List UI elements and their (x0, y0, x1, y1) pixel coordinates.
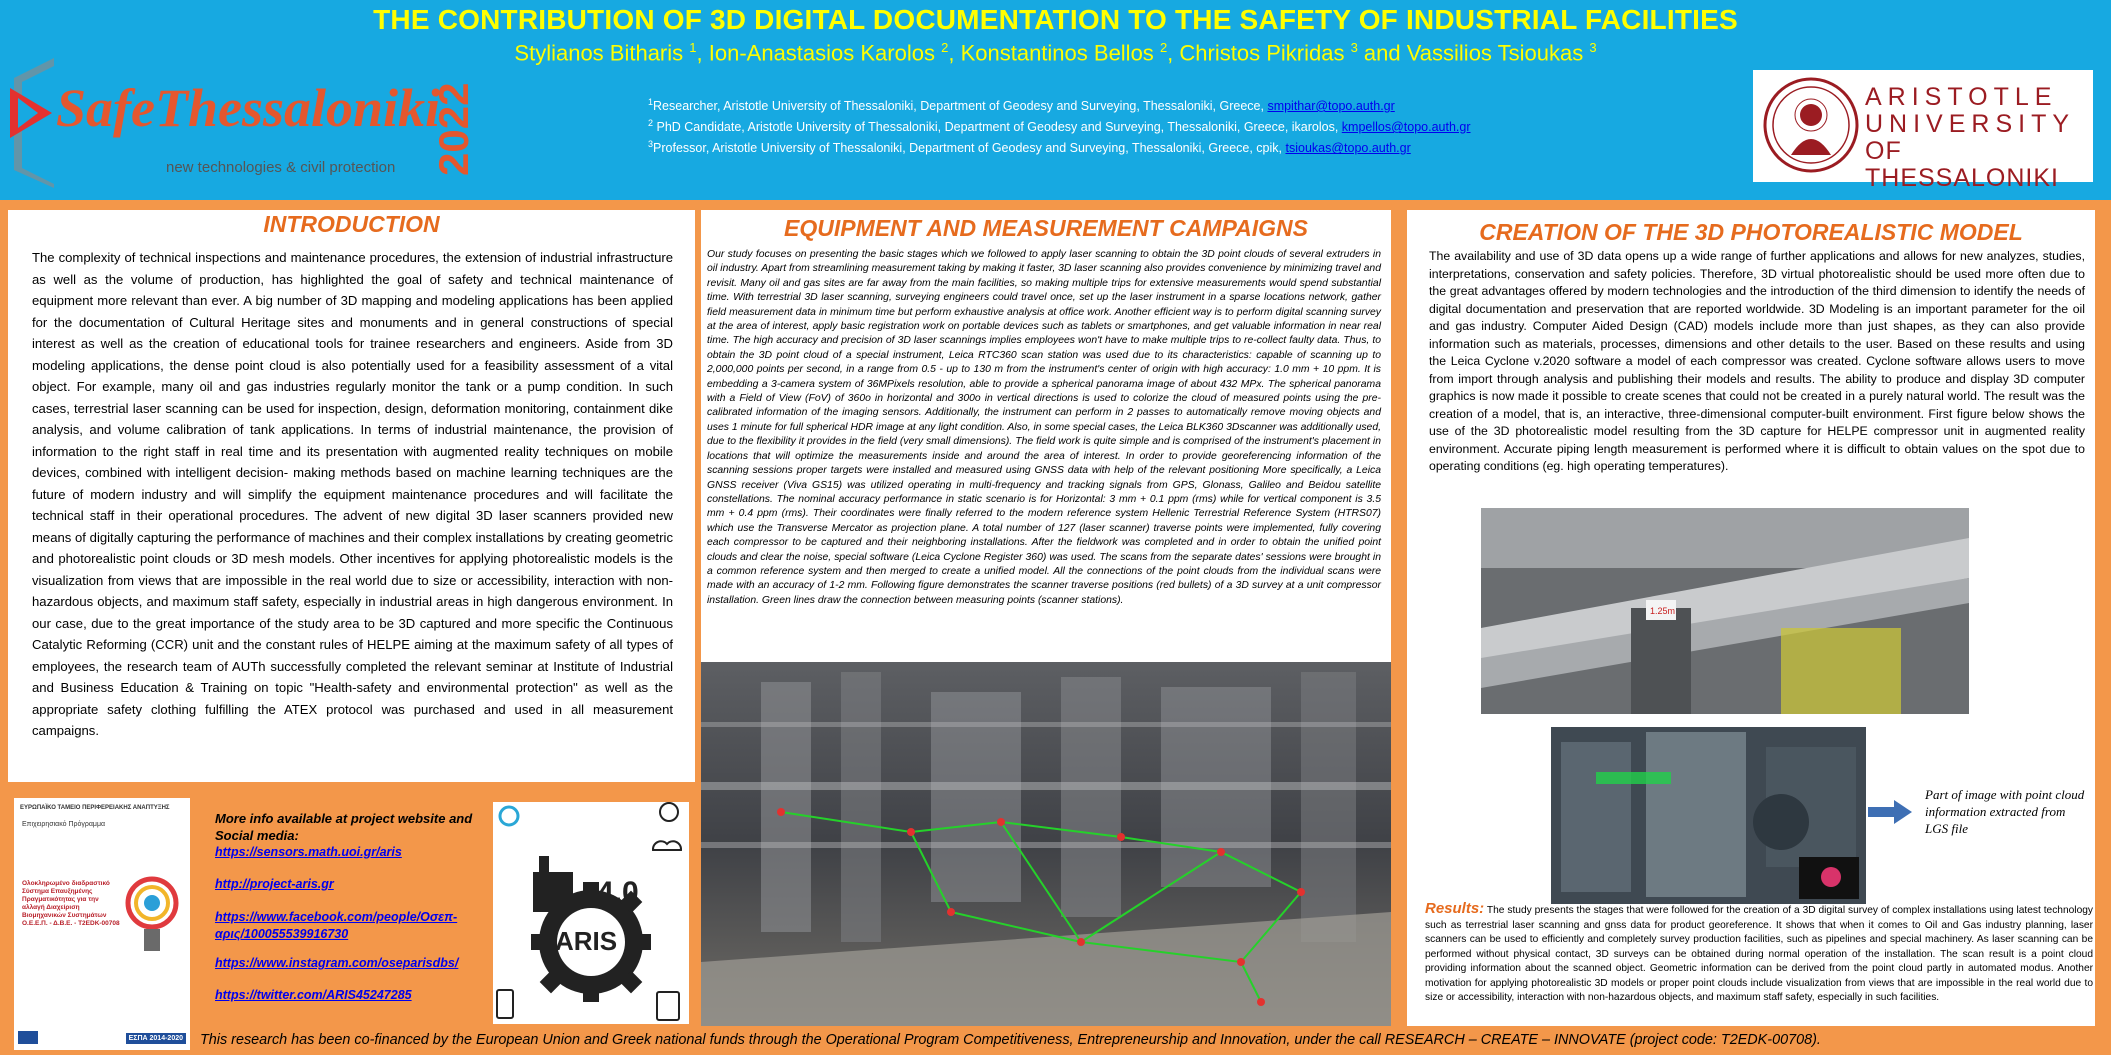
model-title: CREATION OF THE 3D PHOTOREALISTIC MODEL (1479, 219, 2023, 245)
aris-name: ARIS (555, 926, 618, 956)
scanner-station-marker (1257, 998, 1265, 1006)
results-text: The study presents the stages that were followed for the creation of a 3D digital survey of complex installations using latest technology such as terrestrial laser scanning and gnss data for product georeference. It shows that when it comes to Oil and Gas industry planning, laser scanners can be used to efficiently and completely survey production facilities, such as pipelines and special machinery. As laser scanning can be performed without physical contact, 3D surveys can be obtained during normal operation of the installation. The scan result is a point cloud providing information about the scanned object. Geometric information can be derived from the point cloud partly in automated modus. Another motivation for applying photorealistic 3D models or proper point clouds include visualization from views that are impossible in the real world due to size or accessibility, interaction with non-hazardous objects, and maximum staff safety, especially in such facilities. (1425, 905, 2093, 1003)
introduction-panel (8, 210, 695, 782)
safe-thessaloniki-year: 2022 (430, 82, 477, 176)
affiliation-text: Researcher, Aristotle University of Thessaloniki, Department of Geodesy and Surveying, Thessaloniki, Greece, (653, 99, 1268, 114)
scanner-station-marker (1297, 888, 1305, 896)
poster-title: THE CONTRIBUTION OF 3D DIGITAL DOCUMENTATION TO THE SAFETY OF INDUSTRIAL FACILITIES (373, 4, 1738, 35)
author-separator: , (948, 40, 961, 66)
arrow-right-icon (1868, 800, 1912, 824)
ar-pipe-photo (1481, 508, 1969, 714)
author-name: Vassilios Tsioukas (1406, 40, 1584, 66)
aris-logo (493, 802, 689, 1024)
introduction-text: The complexity of technical inspections and maintenance procedures, the extension of industrial infrastructure as well as the volume of production, has highlighted the goal of safety and technical maintenance of equipment more relevant than ever. A big number of 3D mapping and modeling applications has been applied for the documentation of Cultural Heritage sites and monuments and in general constructions of special interest as well as the creation of educational tools for trainee researchers and engineers. Aside from 3D modeling applications, the dense point cloud is also potentially used for a feasibility assessment of a vital object. For example, many oil and gas industries regularly monitor the tank or a pump condition. In such cases, terrestrial laser scanning can be used for inspection, design, deformation monitoring, containment dike analysis, and volume calibration of tank applications. In terms of industrial maintenance, the provision of information to the right staff in real time and its presentation with augmented reality techniques on mobile devices, combined with intelligent decision- making methods based on machine learning techniques are the future of modern industry and will simplify the equipment maintenance procedures and will facilitate the technical staff in their operational procedures. The advent of new digital 3D laser scanners provided new means of digitally capturing the performance of machines and their complex installations by creating geometric and photorealistic point clouds or 3D mesh models. Other incentives for applying photorealistic models is the visualization from views that are impossible in the real world due to size or accessibility, interaction with non-hazardous objects, and maximum staff safety, especially in industrial areas in high dangerous environment. In our case, due to the great importance of the study area to be 3D captured and more specific the Continuous Catalytic Reforming (CCR) unit and the constant rules of HELPE aiming at the maximum safety of all types of employees, the research team of AUTh successfully completed the relevant seminar at Institute of Industrial and Business Education & Training on topic "Health-safety and environmental protection" as well as the appropriate safety clothing fulfilling the ATEX protocol was purchased and used in all measurement campaigns. (32, 250, 673, 738)
affiliation-email-link[interactable]: kmpellos@topo.auth.gr (1341, 120, 1471, 135)
lightbulb-icon (122, 873, 182, 973)
equipment-panel (701, 210, 1391, 662)
author-name: Stylianos Bitharis (514, 40, 684, 66)
link-instagram[interactable]: https://www.instagram.com/oseparisdbs/ (215, 956, 459, 970)
affiliation-row (648, 136, 1548, 157)
funding-footer: This research has been co-financed by the European Union and Greek national funds through the Operational Program Competitiveness, Entrepreneurship and Innovation, under the call RESEARCH – CREATE – INNOVATE (project code: T2EDK-00708). (200, 1032, 1821, 1048)
point-cloud-photo (1551, 727, 1866, 904)
auth-line-2: UNIVERSITY (1865, 110, 2076, 138)
leaflet-heading: ΕΥΡΩΠΑΪΚΟ ΤΑΜΕΙΟ ΠΕΡΙΦΕΡΕΙΑΚΗΣ ΑΝΑΠΤΥΞΗΣ (20, 805, 170, 811)
header-banner (0, 0, 2111, 200)
affiliation-row (648, 94, 1548, 115)
project-links (215, 845, 495, 1002)
affiliation-list (648, 94, 1548, 157)
auth-line-1: ARISTOTLE (1865, 83, 2058, 111)
affiliation-email-link[interactable]: smpithar@topo.auth.gr (1267, 99, 1395, 114)
author-separator: , (696, 40, 709, 66)
affiliation-number: 2 (648, 118, 654, 129)
eu-flag-icon (18, 1031, 38, 1044)
leaflet-body: Ολοκληρωμένο διαδραστικό Σύστημα Επαυξημένης Πραγματικότητας για την αλλαγή Διαχείριση Βιομηχανικών Συστημάτων Ο.Ε.Ε.Π. - Δ.Β.Ε. - T2EDK-00708 (22, 880, 120, 927)
database-icon (660, 803, 678, 821)
link-twitter[interactable]: https://twitter.com/ARIS45247285 (215, 988, 412, 1002)
more-info-heading: More info available at project website and Social media: (215, 811, 473, 843)
scanner-station-marker (1077, 938, 1085, 946)
safe-thessaloniki-tagline: new technologies & civil protection (166, 159, 396, 176)
safe-thessaloniki-logo (8, 58, 478, 188)
scanner-station-marker (777, 808, 785, 816)
espa-logo: ΕΣΠΑ 2014-2020 (126, 1033, 186, 1044)
author-name: Christos Pikridas (1179, 40, 1345, 66)
results-paragraph (1425, 902, 2093, 1006)
author-affiliation-number: 3 (1589, 40, 1597, 55)
aris-version: 4.0 (597, 876, 639, 909)
author-separator: , (1167, 40, 1180, 66)
introduction-title: INTRODUCTION (263, 211, 440, 237)
author-name: Konstantinos Bellos (960, 40, 1154, 66)
affiliation-text: Professor, Aristotle University of Thessaloniki, Department of Geodesy and Surveying, Thessaloniki, Greece, cpik, (653, 141, 1286, 156)
author-affiliation-number: 1 (689, 40, 697, 55)
model-text: The availability and use of 3D data opens up a wide range of further applications and allows for new analyzes, studies, interpretations, conservation and safety policies. Therefore, 3D virtual photorealistic should be used more often due to the great advantages offered by modern technologies and the introduction of the third dimension to identify the needs of digital documentation and preservation that are reported worldwide. 3D Modeling is an important parameter for the oil and gas industry. Computer Aided Design (CAD) models include more than just shapes, as they can also provide information such as materials, processes, dimensions and other details to the user. Based on these results and using the Leica Cyclone v.2020 software a model of each compressor was created. Cyclone software allows users to move from import through analysis and publishing their models and results. The ability to produce and display 3D computer graphics is now made it possible to create scenes that could not be created in a purely natural world. The result was the creation of a model, that is, an interactive, three-dimensional computer-built environment. First figure below shows the use of the 3D photorealistic model resulting from the 3D capture for HELPE compressor unit in augmented reality environment. Accurate piping length measurement is performed where it is difficult to obtain values on the spot due to operating conditions (eg. high operating temperatures). (1429, 249, 2085, 473)
equipment-text: Our study focuses on presenting the basic stages which we followed to apply laser scanning to obtain the 3D point clouds of several extruders in oil industry. Apart from streamlining measurement taking by making it faster, 3D laser scanning also provides convenience by minimizing travel and revisit. Many oil and gas sites are far away from the main facilities, so making multiple trips for extensive measurements would spend substantial time. With terrestrial 3D laser scanning, surveying engineers could travel once, set up the laser instrument in a sparse locations network, gather field measurement data in minimum time but perform exhaustive analysis at office work. Another efficient way is to perform digital scanning survey at the area of interest, apply basic registration work on portable devices such as tablets or smartphones, and get valuable information in near real time. The high accuracy and precision of 3D laser scannings implies employees won't have to make multiple trips to re-collect faulty data. Thus, to obtain the 3D point cloud of a special instrument, Leica RTC360 scan station was used due to its characteristics: capable of scanning up to 2,000,000 points per second, in a range from 0.5 - up to 130 m from the instrument's center of origin with high accuracy: 1.0 mm + 10 ppm. It is embedding a 3-camera system of 36MPixels resolution, able to provide a spherical panorama image of about 432 MPx. The spherical panorama with a Field of View (FoV) of 360o in horizontal and 300o in vertical directions is used to colorize the cloud of measured points using the pre-calibrated information of the imaging sensors. Additionally, the instrument can perform in 2 passes to automatically remove moving objects and uses 1 minute for full spherical HDR image at any light condition. Also, in some special cases, the Leica BLK360 3Dscanner was additionally used, due to the flexibility it provides in the field (very small dimensions). The field work is quite simple and is comprised of the instrument's placement in locations that will optimize the measurements inside and around the area of interest. In order to provide georeferencing information of the scanning sessions proper targets were installed and measured using GNSS data with help of the relevant positioning More specifically, a Leica GNSS receiver (Viva GS15) was utilized operating in multi-frequency and tracking signals from GPS, Glonass, Galileo and Beidou satellite constellations. The nominal accuracy performance in static scenario is for Horizontal: 3 mm + 0.1 ppm (rms) while for vertical component is 3.5 mm + 0.4 ppm (rms). Their coordinates were finally referred to the modern reference system Hellenic Terrestrial Reference System (HTRS07) which use the Transverse Mercator as projection plane. A total number of 127 (laser scanner) traverse points were implemented, fully covering each compressor to be captured and their neighboring installations. After the fieldwork was completed and in order to obtain the unified point clouds and clear the noise, special software (Leica Cyclone Register 360) was used. The scans from the separate dates' sessions were brought in a common reference system and then merged to create a unified model. All the connections of the point clouds from the individual scans were made with an accuracy of 1-2 mm. Following figure demonstrates the scanner traverse positions (red bullets) of a 3D survey at a unit compressor installation. Green lines draw the connection between measuring points (scanner stations). (707, 249, 1381, 606)
measurement-label: 1.25m (1650, 606, 1676, 616)
tablet-icon (657, 992, 679, 1020)
link-facebook[interactable]: https://www.facebook.com/people/Οσεπ-αρις/100055539916730 (215, 910, 458, 941)
scanner-station-marker (907, 828, 915, 836)
affiliation-number: 1 (648, 97, 654, 107)
phone-icon (497, 990, 513, 1018)
affiliation-text: PhD Candidate, Aristotle University of Thessaloniki, Department of Geodesy and Surveying, Thessaloniki, Greece, ikarolos, (653, 120, 1342, 135)
equipment-title: EQUIPMENT AND MEASUREMENT CAMPAIGNS (784, 215, 1308, 241)
cloud-icon (653, 841, 681, 850)
scanner-station-marker (997, 818, 1005, 826)
auth-seal-icon (1761, 75, 1861, 175)
affiliation-number: 3 (648, 139, 654, 150)
image-caption: Part of image with point cloud information extracted from LGS file (1925, 787, 2085, 836)
scanner-station-marker (1237, 958, 1245, 966)
affiliation-email-link[interactable]: tsioukas@topo.auth.gr (1285, 141, 1411, 156)
scanner-station-marker (947, 908, 955, 916)
scanner-station-marker (1117, 833, 1125, 841)
auth-line-3: OF THESSALONIKI (1865, 137, 2059, 192)
leaflet-program: Επιχειρησιακό Πρόγραμμα (22, 821, 106, 828)
point-cloud-image (701, 662, 1391, 1026)
author-affiliation-number: 3 (1350, 40, 1358, 55)
affiliation-row (648, 115, 1548, 136)
author-name: Ion-Anastasios Karolos (708, 40, 935, 66)
project-leaflet (14, 798, 190, 1050)
author-list (0, 40, 2111, 66)
link-project-aris[interactable]: http://project-aris.gr (215, 877, 334, 891)
author-affiliation-number: 2 (1159, 40, 1168, 55)
safe-thessaloniki-name: SafeThessaloniki (56, 78, 441, 138)
auth-logo (1753, 70, 2093, 192)
scanner-station-marker (1217, 848, 1225, 856)
author-separator: and (1357, 40, 1407, 66)
author-affiliation-number: 2 (941, 40, 949, 55)
location-pin-icon (500, 807, 518, 825)
results-label: Results: (1425, 900, 1485, 917)
link-aris-sensors[interactable]: https://sensors.math.uoi.gr/aris (215, 845, 402, 859)
